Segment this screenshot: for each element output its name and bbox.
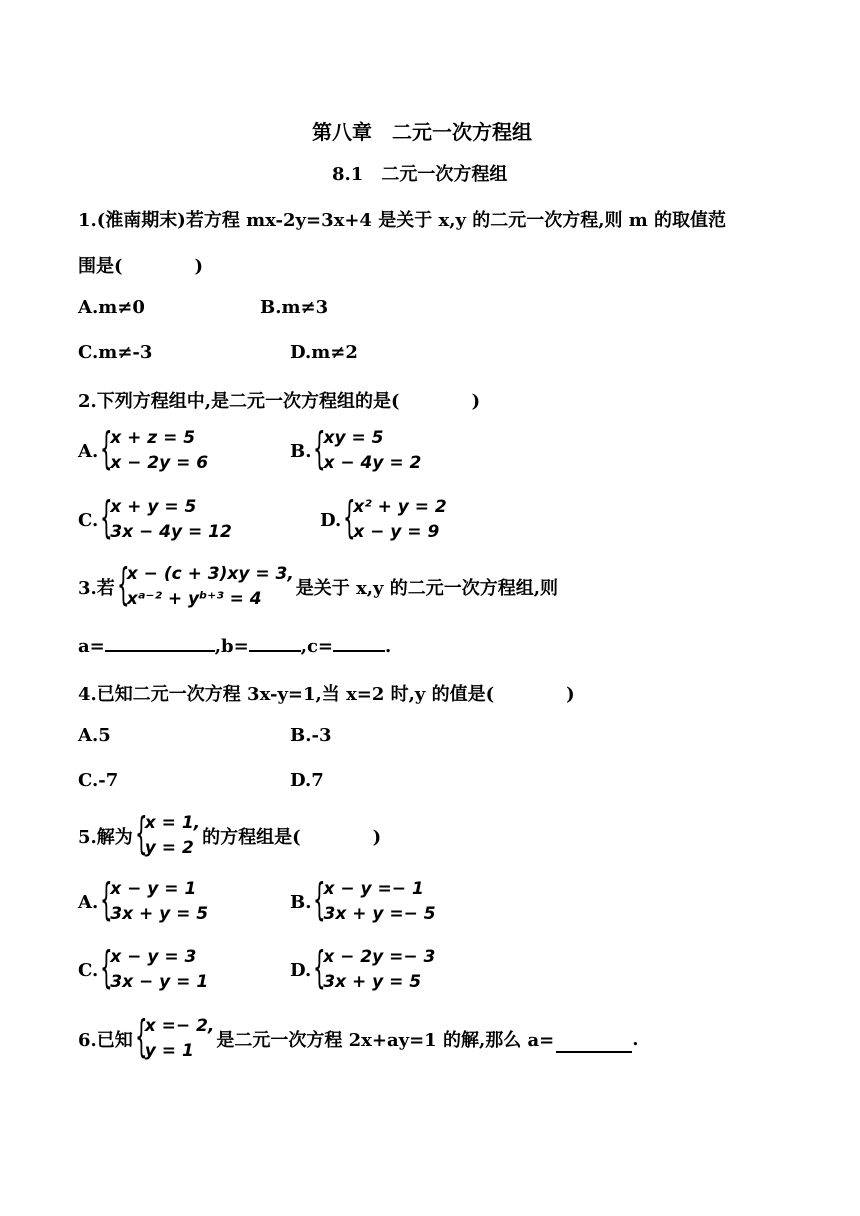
equation: xᵃ⁻² + yᵇ⁺³ = 4 bbox=[126, 589, 262, 609]
equation: x + z = 5 bbox=[110, 428, 196, 448]
left-brace-icon: { bbox=[313, 874, 327, 925]
equation-system bbox=[110, 426, 208, 476]
q6-suffix: 是二元一次方程 2x+ay=1 的解,那么 a= bbox=[216, 1030, 555, 1051]
left-brace-icon: { bbox=[313, 423, 327, 474]
equation-system bbox=[323, 945, 435, 995]
q3-stem bbox=[78, 559, 560, 612]
equation: x − y = 9 bbox=[353, 522, 440, 542]
q6-prefix: 6.已知 bbox=[78, 1030, 133, 1051]
fill-b-label: ,b= bbox=[214, 636, 249, 657]
option-label: D. bbox=[290, 959, 312, 981]
q6-stem bbox=[78, 1011, 641, 1064]
left-brace-icon: { bbox=[313, 942, 326, 993]
left-brace-icon: { bbox=[116, 559, 130, 610]
equation-system bbox=[110, 945, 208, 995]
q4-option-c: C.-7 bbox=[78, 770, 119, 791]
q5-option-b bbox=[290, 874, 436, 927]
equation: xy = 5 bbox=[323, 428, 384, 448]
fill-c-label: ,c= bbox=[300, 636, 333, 657]
q3-end: . bbox=[385, 636, 392, 657]
q5-option-d bbox=[290, 942, 436, 995]
answer-blank-c[interactable] bbox=[333, 636, 385, 652]
left-brace-icon: { bbox=[134, 808, 148, 859]
equation: x − (c + 3)xy = 3, bbox=[126, 564, 294, 584]
equation-system bbox=[353, 495, 446, 545]
equation: 3x − 4y = 12 bbox=[110, 522, 232, 542]
equation: 3x + y = 5 bbox=[323, 972, 422, 992]
option-label: A. bbox=[78, 440, 99, 462]
equation: y = 1 bbox=[144, 1041, 194, 1061]
equation-system bbox=[110, 495, 232, 545]
q5-prefix: 5.解为 bbox=[78, 827, 133, 848]
q1-option-a: A.m≠0 bbox=[78, 297, 145, 318]
equation-system bbox=[145, 1014, 215, 1064]
equation: x − y = 1 bbox=[110, 879, 197, 899]
equation: 3x + y = 5 bbox=[110, 904, 209, 924]
q6-end: . bbox=[632, 1028, 639, 1050]
fill-a-label: a= bbox=[78, 636, 105, 657]
equation: x − y =− 1 bbox=[323, 879, 424, 899]
q1-option-d: D.m≠2 bbox=[290, 342, 358, 363]
left-brace-icon: { bbox=[134, 1011, 148, 1062]
q4-option-d: D.7 bbox=[290, 770, 324, 791]
chapter-title: 第八章 二元一次方程组 bbox=[312, 120, 532, 144]
option-label: B. bbox=[290, 891, 312, 913]
answer-blank-b[interactable] bbox=[249, 636, 301, 652]
equation: 3x + y =− 5 bbox=[323, 904, 436, 924]
equation: x + y = 5 bbox=[110, 497, 197, 517]
section-title: 8.1 二元一次方程组 bbox=[332, 164, 508, 185]
equation: x − 2y =− 3 bbox=[323, 947, 436, 967]
q3-prefix: 3.若 bbox=[78, 578, 115, 599]
q5-stem bbox=[78, 808, 383, 861]
equation: x − 2y = 6 bbox=[110, 453, 209, 473]
answer-blank-a[interactable] bbox=[556, 1037, 632, 1053]
q4-option-a: A.5 bbox=[78, 725, 111, 746]
equation: x − y = 3 bbox=[110, 947, 197, 967]
q4-stem: 4.已知二元一次方程 3x-y=1,当 x=2 时,y 的值是( ) bbox=[78, 684, 575, 705]
q5-suffix: 的方程组是( ) bbox=[202, 827, 382, 848]
q2-option-d bbox=[320, 492, 447, 545]
option-label: D. bbox=[320, 509, 342, 531]
equation-system bbox=[127, 562, 294, 612]
equation: x² + y = 2 bbox=[353, 497, 447, 517]
option-label: C. bbox=[78, 509, 99, 531]
equation-system bbox=[110, 877, 208, 927]
equation-system bbox=[145, 811, 200, 861]
equation: x = 1, bbox=[144, 813, 201, 833]
left-brace-icon: { bbox=[100, 942, 113, 993]
option-label: C. bbox=[78, 959, 99, 981]
left-brace-icon: { bbox=[100, 492, 113, 543]
equation: x =− 2, bbox=[144, 1016, 215, 1036]
left-brace-icon: { bbox=[343, 492, 356, 543]
left-brace-icon: { bbox=[100, 423, 113, 474]
equation-system bbox=[323, 877, 435, 927]
q2-option-c bbox=[78, 492, 232, 545]
q4-option-b: B.-3 bbox=[290, 725, 332, 746]
equation: 3x − y = 1 bbox=[110, 972, 209, 992]
q5-option-c bbox=[78, 942, 209, 995]
equation-system bbox=[323, 426, 421, 476]
q1-stem-line2: 围是( ) bbox=[78, 256, 204, 277]
q5-option-a bbox=[78, 874, 209, 927]
option-label: B. bbox=[290, 440, 312, 462]
equation: x − 4y = 2 bbox=[323, 453, 422, 473]
q2-option-a bbox=[78, 423, 209, 476]
option-label: A. bbox=[78, 891, 99, 913]
q3-fill-line bbox=[78, 636, 391, 657]
q2-option-b bbox=[290, 423, 422, 476]
q3-suffix: 是关于 x,y 的二元一次方程组,则 bbox=[295, 578, 559, 599]
equation: y = 2 bbox=[144, 838, 194, 858]
answer-blank-a[interactable] bbox=[105, 636, 215, 652]
q1-option-c: C.m≠-3 bbox=[78, 342, 153, 363]
q1-option-b: B.m≠3 bbox=[260, 297, 329, 318]
q1-stem-line1: 1.(淮南期末)若方程 mx-2y=3x+4 是关于 x,y 的二元一次方程,则 m 的取值范 bbox=[78, 210, 727, 231]
left-brace-icon: { bbox=[100, 874, 113, 925]
q2-stem: 2.下列方程组中,是二元一次方程组的是( ) bbox=[78, 391, 481, 412]
